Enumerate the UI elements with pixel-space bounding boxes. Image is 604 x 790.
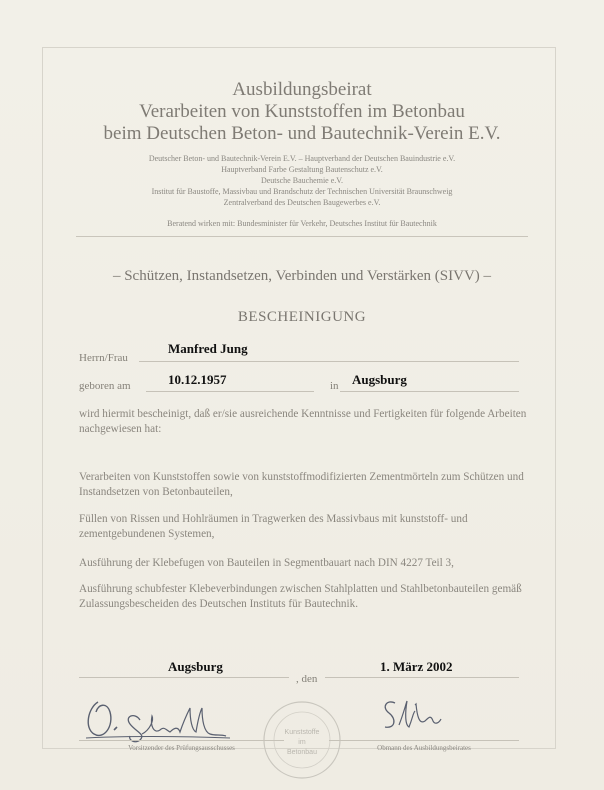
signature-right-line	[329, 740, 519, 741]
signature-left-line	[79, 740, 284, 741]
signature-left	[80, 690, 240, 745]
work-item: Ausführung schubfester Klebeverbindungen zwischen Stahlplatten und Stahlbetonbauteilen gemäß Zulassungsbescheiden des Deutschen Instituts für Bautechnik.	[79, 583, 522, 610]
work-item: Verarbeiten von Kunststoffen sowie von kunststoffmodifizierten Zementmörteln zum Schützen und Instandsetzen von Betonbauteilen,	[79, 471, 524, 498]
born-label: geboren am	[79, 380, 131, 392]
signature-left-caption: Vorsitzender des Prüfungsausschusses	[128, 744, 235, 752]
stamp-line: Betonbau	[287, 749, 317, 756]
birth-date-underline	[146, 391, 314, 392]
issue-date: 1. März 2002	[380, 659, 453, 674]
birth-place: Augsburg	[352, 372, 407, 387]
issue-place-underline	[79, 677, 289, 678]
advisory-line: Beratend wirken mit: Bundesminister für Verkehr, Deutsches Institut für Bautechnik	[167, 219, 437, 228]
signature-right-caption: Obmann des Ausbildungsbeirates	[377, 744, 471, 752]
work-item: Füllen von Rissen und Hohlräumen in Tragwerken des Massivbaus mit kunststoff- und zementgebundenen Systemen,	[79, 513, 468, 540]
issue-date-underline	[325, 677, 519, 678]
intro-paragraph: wird hiermit bescheinigt, daß er/sie ausreichende Kenntnisse und Fertigkeiten für folgende Arbeiten nachgewiesen hat:	[79, 408, 527, 435]
person-name: Manfred Jung	[168, 341, 248, 356]
work-item: Ausführung der Klebefugen von Bauteilen in Segmentbauart nach DIN 4227 Teil 3,	[79, 557, 454, 569]
title-line-1: Ausbildungsbeirat	[232, 79, 372, 100]
issue-place: Augsburg	[168, 659, 223, 674]
in-label: in	[330, 380, 339, 392]
person-label: Herrn/Frau	[79, 352, 128, 364]
header-divider	[76, 236, 528, 237]
member-line: Zentralverband des Deutschen Baugewerbes e.V.	[223, 198, 381, 207]
member-line: Deutsche Bauchemie e.V.	[260, 176, 344, 185]
member-line: Deutscher Beton- und Bautechnik-Verein E.V. – Hauptverband der Deutschen Bauindustrie e.V.	[148, 154, 456, 163]
member-line: Institut für Baustoffe, Massivbau und Brandschutz der Technischen Universität Braunschweig	[151, 187, 453, 196]
document-heading: BESCHEINIGUNG	[237, 309, 367, 325]
date-label: , den	[296, 673, 318, 685]
birth-date: 10.12.1957	[168, 372, 227, 387]
title-line-2: Verarbeiten von Kunststoffen im Betonbau	[139, 101, 465, 122]
title-line-3: beim Deutschen Beton- und Bautechnik-Verein E.V.	[103, 123, 501, 144]
stamp-line: Kunststoffe	[284, 729, 320, 736]
member-line: Hauptverband Farbe Gestaltung Bautenschutz e.V.	[221, 165, 383, 174]
page-border	[42, 47, 556, 749]
signature-right	[375, 695, 445, 740]
person-underline	[139, 361, 519, 362]
program-title: – Schützen, Instandsetzen, Verbinden und Verstärken (SIVV) –	[112, 268, 492, 284]
stamp-line: im	[298, 739, 306, 746]
birth-place-underline	[340, 391, 519, 392]
